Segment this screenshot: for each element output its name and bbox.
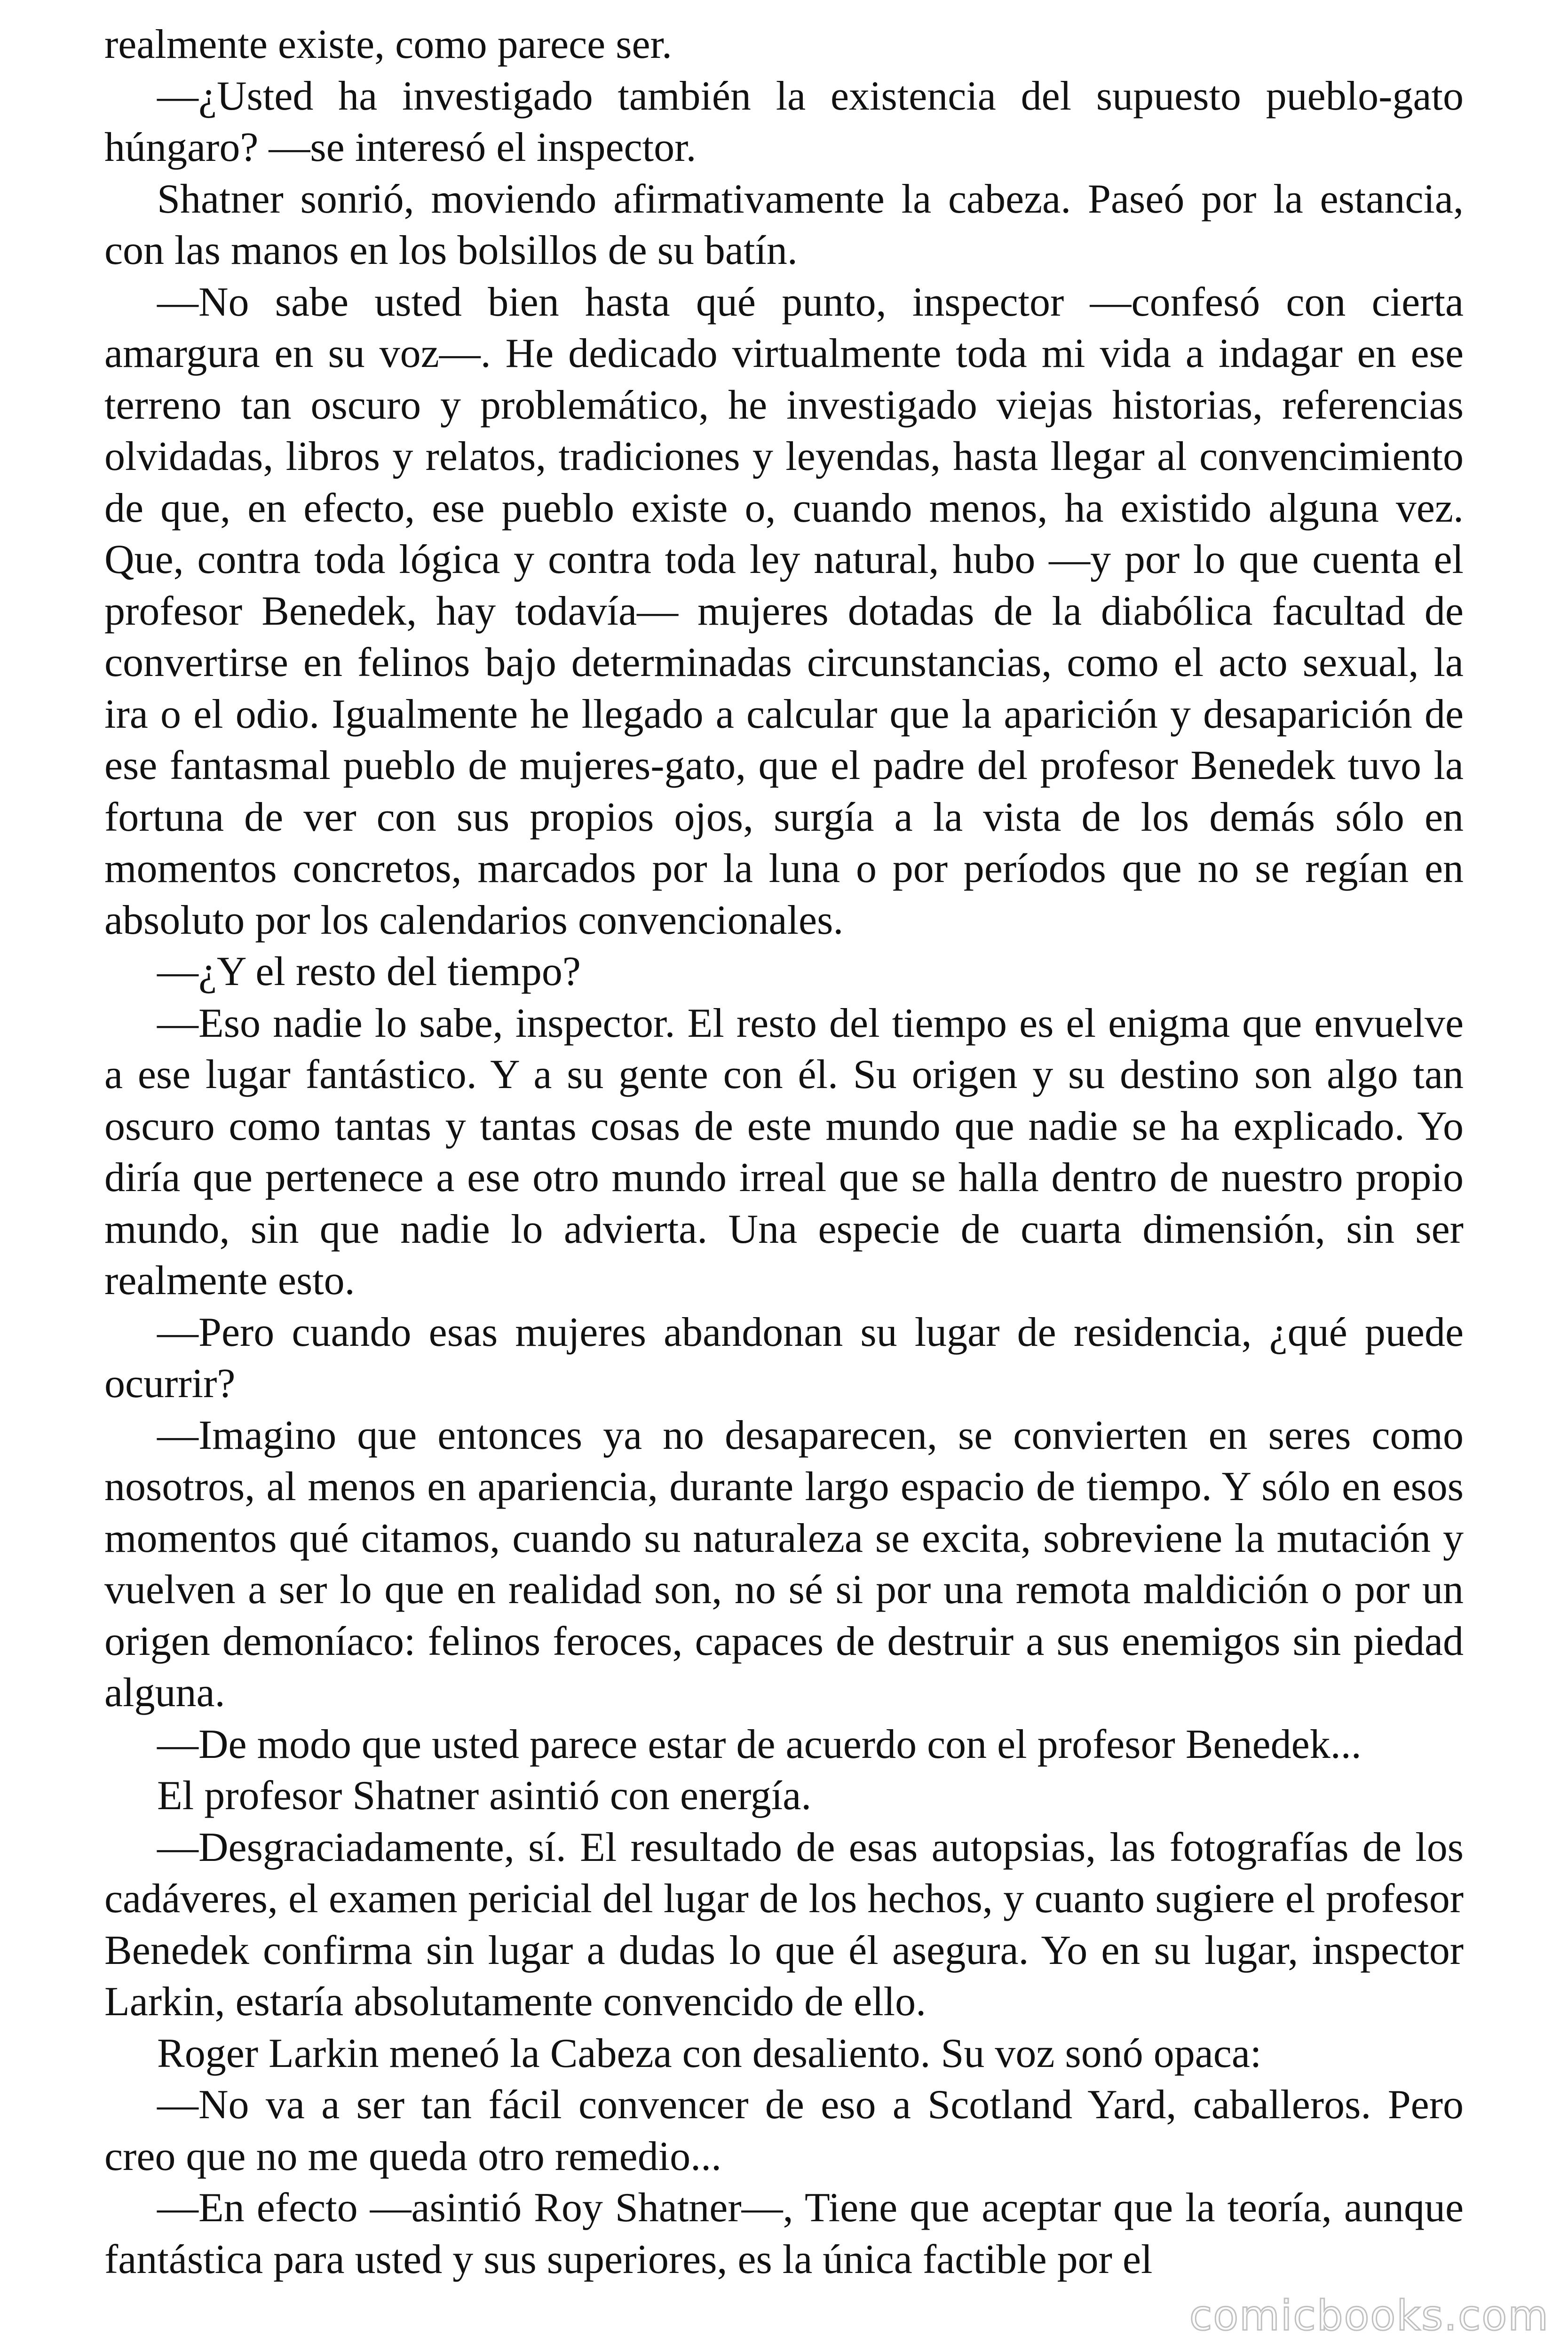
paragraph: —De modo que usted parece estar de acuerdo con el profesor Benedek... xyxy=(157,1721,1362,1767)
document-body xyxy=(104,19,1464,2285)
paragraph: realmente existe, como parece ser. xyxy=(104,22,672,67)
paragraph: Shatner sonrió, moviendo afirmativamente la cabeza. Paseó por la estancia, con las manos en los bolsillos de su batín. xyxy=(104,176,1464,273)
paragraph: —No va a ser tan fácil convencer de eso a Scotland Yard, caballeros. Pero creo que no me queda otro remedio... xyxy=(104,2082,1464,2179)
paragraph: —Eso nadie lo sabe, inspector. El resto del tiempo es el enigma que envuelve a ese lugar fantástico. Y a su gente con él. Su origen y su destino son algo tan oscuro como tantas y tantas cosas de este mundo que nadie se ha explicado. Yo diría que pertenece a ese otro mundo irreal que se halla dentro de nuestro propio mundo, sin que nadie lo advierta. Una especie de cuarta dimensión, sin ser realmente esto. xyxy=(104,1000,1464,1303)
paragraph: —Imagino que entonces ya no desaparecen, se convierten en seres como nosotros, al menos en apariencia, durante largo espacio de tiempo. Y sólo en esos momentos qué citamos, cuando su naturaleza se excita, sobreviene la mutación y vuelven a ser lo que en realidad son, no sé si por una remota maldición o por un origen demoníaco: felinos feroces, capaces de destruir a sus enemigos sin piedad alguna. xyxy=(104,1412,1464,1716)
paragraph: —¿Usted ha investigado también la existencia del supuesto pueblo-gato húngaro? —se interesó el inspector. xyxy=(104,73,1464,170)
paragraph: —En efecto —asintió Roy Shatner—, Tiene que aceptar que la teoría, aunque fantástica para usted y sus superiores, es la única factible por el xyxy=(104,2185,1464,2282)
paragraph: —No sabe usted bien hasta qué punto, inspector —confesó con cierta amargura en su voz—. He dedicado virtualmente toda mi vida a indagar en ese terreno tan oscuro y problemático, he investigado viejas historias, referencias olvidadas, libros y relatos, tradiciones y leyendas, hasta llegar al convencimiento de que, en efecto, ese pueblo existe o, cuando menos, ha existido alguna vez. Que, contra toda lógica y contra toda ley natural, hubo —y por lo que cuenta el profesor Benedek, hay todavía— mujeres dotadas de la diabólica facultad de convertirse en felinos bajo determinadas circunstancias, como el acto sexual, la ira o el odio. Igualmente he llegado a calcular que la aparición y desaparición de ese fantasmal pueblo de mujeres-gato, que el padre del profesor Benedek tuvo la fortuna de ver con sus propios ojos, surgía a la vista de los demás sólo en momentos concretos, marcados por la luna o por períodos que no se regían en absoluto por los calendarios convencionales. xyxy=(104,279,1464,943)
paragraph: —Desgraciadamente, sí. El resultado de esas autopsias, las fotografías de los cadáveres, el examen pericial del lugar de los hechos, y cuanto sugiere el profesor Benedek confirma sin lugar a dudas lo que él asegura. Yo en su lugar, inspector Larkin, estaría absolutamente convencido de ello. xyxy=(104,1824,1464,2025)
paragraph: —Pero cuando esas mujeres abandonan su lugar de residencia, ¿qué puede ocurrir? xyxy=(104,1309,1464,1406)
paragraph: Roger Larkin meneó la Cabeza con desaliento. Su voz sonó opaca: xyxy=(157,2030,1262,2076)
paragraph: El profesor Shatner asintió con energía. xyxy=(157,1773,812,1819)
paragraph: —¿Y el resto del tiempo? xyxy=(157,949,581,994)
watermark: comicbooks.com xyxy=(1189,2291,1549,2340)
